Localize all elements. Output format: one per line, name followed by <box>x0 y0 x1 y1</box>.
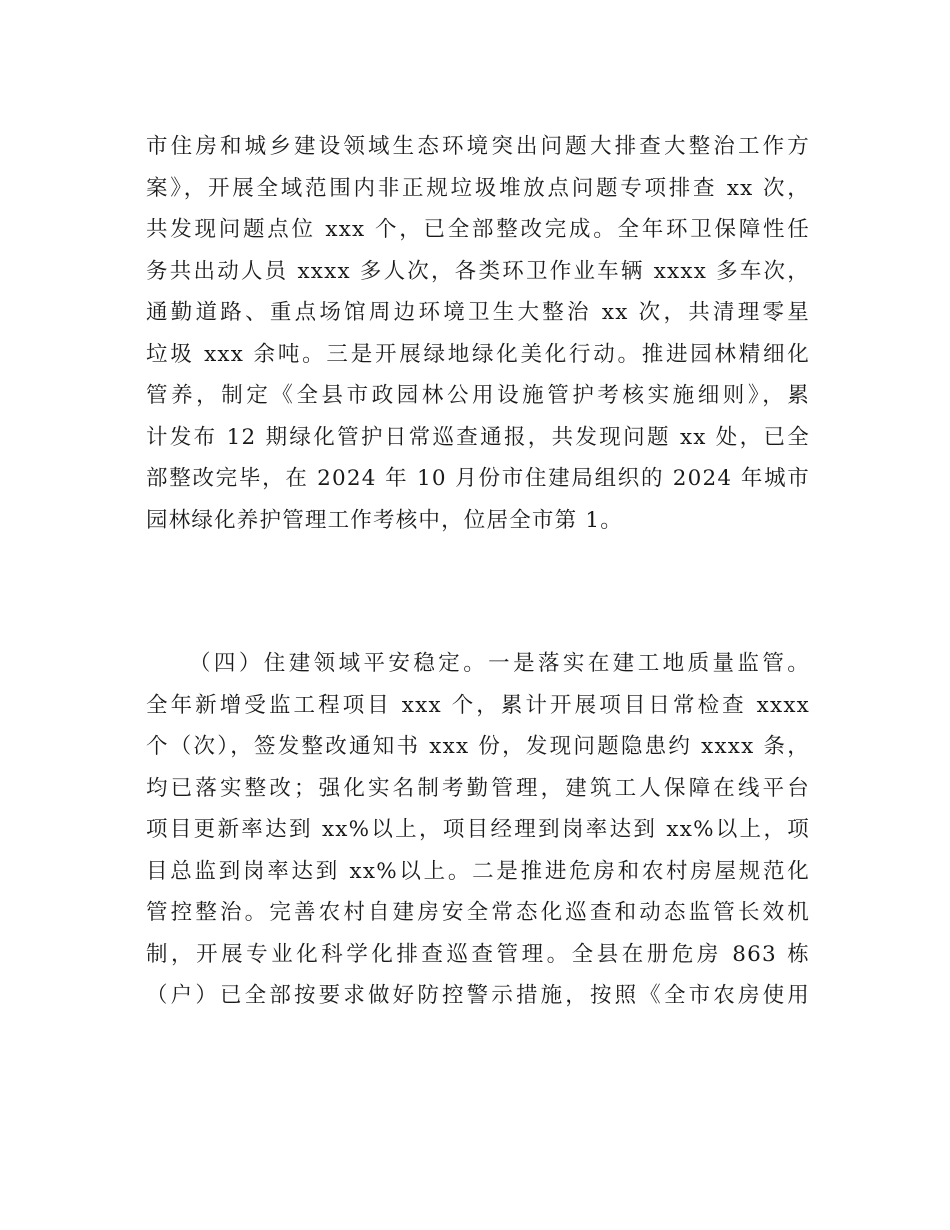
text-line: 部整改完毕，在 2024 年 10 月份市住建局组织的 2024 年城市 <box>146 466 810 491</box>
text-line: 共发现问题点位 xxx 个，已全部整改完成。全年环卫保障性任 <box>146 217 810 242</box>
text-line: 垃圾 xxx 余吨。三是开展绿地绿化美化行动。推进园林精细化 <box>146 341 810 367</box>
text-line: （户）已全部按要求做好防控警示措施，按照《全市农房使用 <box>146 983 810 1008</box>
text-line: 目总监到岗率达到 xx%以上。二是推进危房和农村房屋规范化 <box>146 858 810 884</box>
text-line: 市住房和城乡建设领域生态环境突出问题大排查大整治工作方 <box>146 134 810 159</box>
text-line: 管养，制定《全县市政园林公用设施管护考核实施细则》，累 <box>146 383 810 408</box>
text-line: 计发布 12 期绿化管护日常巡查通报，共发现问题 xx 处，已全 <box>146 424 810 450</box>
text-line: 管控整治。完善农村自建房安全常态化巡查和动态监管长效机 <box>146 900 810 925</box>
section-heading-line: （四）住建领域平安稳定。一是落实在建工地质量监管。 <box>189 651 810 676</box>
text-line: 制，开展专业化科学化排查巡查管理。全县在册危房 863 栋 <box>146 941 810 967</box>
text-line: 个（次），签发整改通知书 xxx 份，发现问题隐患约 xxxx 条， <box>146 734 810 759</box>
text-line: 通勤道路、重点场馆周边环境卫生大整治 xx 次，共清理零星 <box>146 300 810 325</box>
text-line: 案》，开展全域范围内非正规垃圾堆放点问题专项排查 xx 次， <box>146 175 810 201</box>
text-line: 全年新增受监工程项目 xxx 个，累计开展项目日常检查 xxxx <box>146 692 810 718</box>
text-line: 均已落实整改；强化实名制考勤管理，建筑工人保障在线平台 <box>146 775 810 801</box>
text-line: 项目更新率达到 xx%以上，项目经理到岗率达到 xx%以上，项 <box>146 817 810 842</box>
text-line: 园林绿化养护管理工作考核中，位居全市第 1。 <box>146 507 623 533</box>
text-line: 务共出动人员 xxxx 多人次，各类环卫作业车辆 xxxx 多车次， <box>146 258 810 284</box>
paragraph-sanitation-greening <box>146 126 810 541</box>
paragraph-construction-safety <box>146 643 810 1017</box>
